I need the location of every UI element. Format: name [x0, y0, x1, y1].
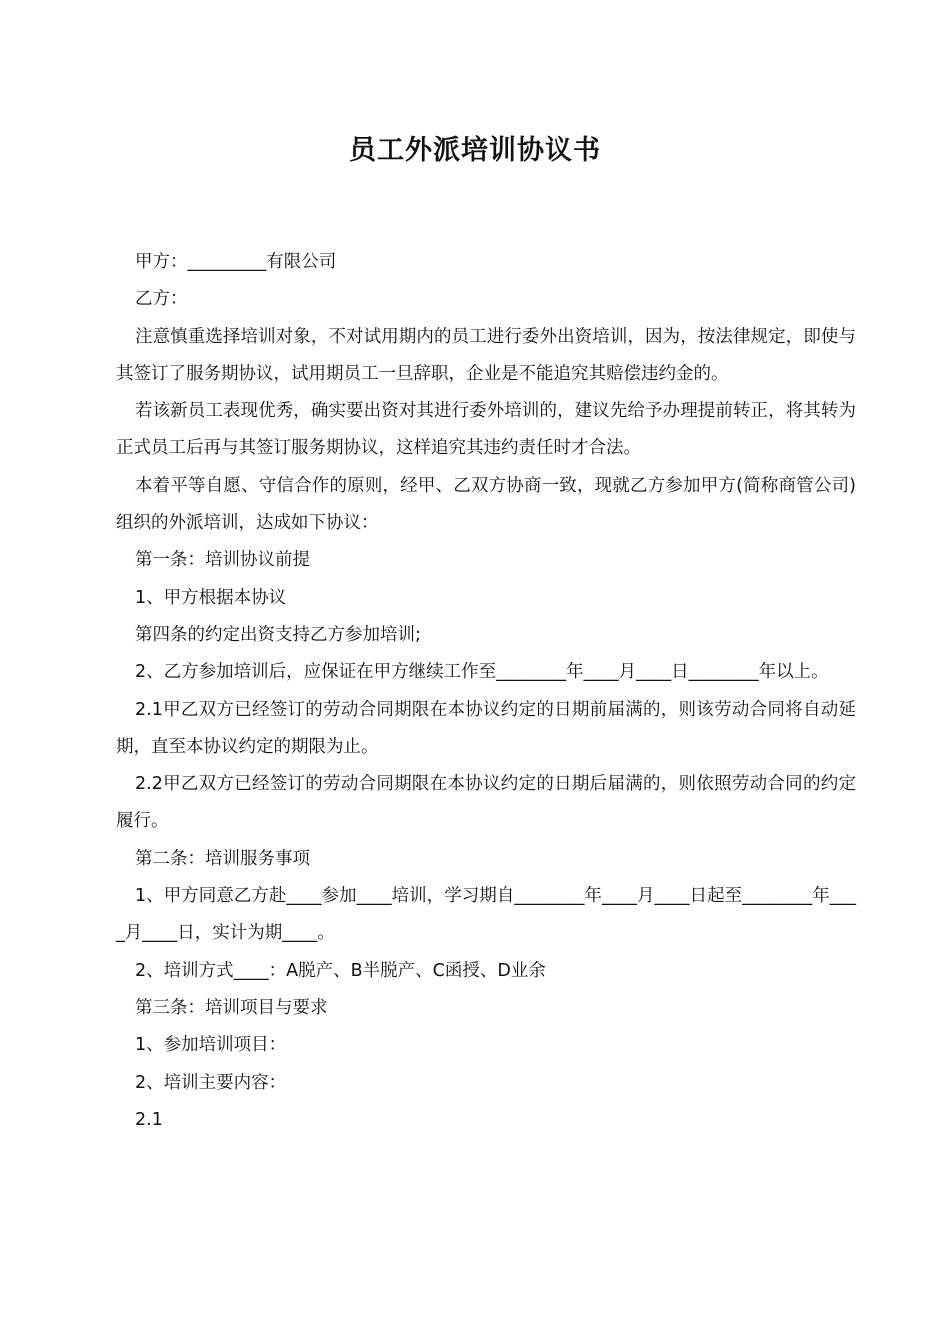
party-b-line: 乙方：	[135, 289, 188, 310]
article-3-clause-2: 2、培训主要内容：	[135, 1072, 287, 1093]
article-1-clause-2: 2、乙方参加培训后，应保证在甲方继续工作至________年____月____日________年以上。	[135, 662, 829, 683]
article-2-clause-1: 1、甲方同意乙方赴____参加____培训，学习期自________年____月____日起至________年____月____日，实计为期____。	[116, 886, 856, 944]
article-1-clause-2-2: 2.2甲乙双方已经签订的劳动合同期限在本协议约定的日期后届满的，则依照劳动合同的约定履行。	[116, 774, 856, 832]
document-body	[116, 244, 856, 1139]
preamble-paragraph: 本着平等自愿、守信合作的原则，经甲、乙双方协商一致，现就乙方参加甲方(简称商管公司)组织的外派培训，达成如下协议：	[116, 475, 856, 534]
article-1-clause-2-1: 2.1甲乙双方已经签订的劳动合同期限在本协议约定的日期前届满的，则该劳动合同将自动延期，直至本协议约定的期限为止。	[116, 699, 856, 757]
article-2-clause-2: 2、培训方式____：A脱产、B半脱产、C函授、D业余	[135, 960, 546, 981]
article-1-clause-1-cont: 第四条的约定出资支持乙方参加培训;	[135, 624, 421, 645]
article-2-heading: 第二条：培训服务事项	[135, 848, 310, 869]
article-1-clause-1: 1、甲方根据本协议	[135, 587, 287, 608]
note-paragraph-1: 注意慎重选择培训对象，不对试用期内的员工进行委外出资培训，因为，按法律规定，即使与其签订了服务期协议，试用期员工一旦辞职，企业是不能追究其赔偿违约金的。	[116, 326, 856, 384]
party-a-line: 甲方：_________有限公司	[135, 252, 337, 272]
article-3-clause-2-1: 2.1	[135, 1109, 163, 1130]
document-title: 员工外派培训协议书	[349, 135, 601, 166]
note-paragraph-2: 若该新员工表现优秀，确实要出资对其进行委外培训的，建议先给予办理提前转正，将其转为正式员工后再与其签订服务期协议，这样追究其违约责任时才合法。	[116, 401, 856, 459]
article-3-heading: 第三条：培训项目与要求	[135, 997, 328, 1018]
article-3-clause-1: 1、参加培训项目：	[135, 1035, 287, 1056]
article-1-heading: 第一条：培训协议前提	[135, 550, 310, 571]
